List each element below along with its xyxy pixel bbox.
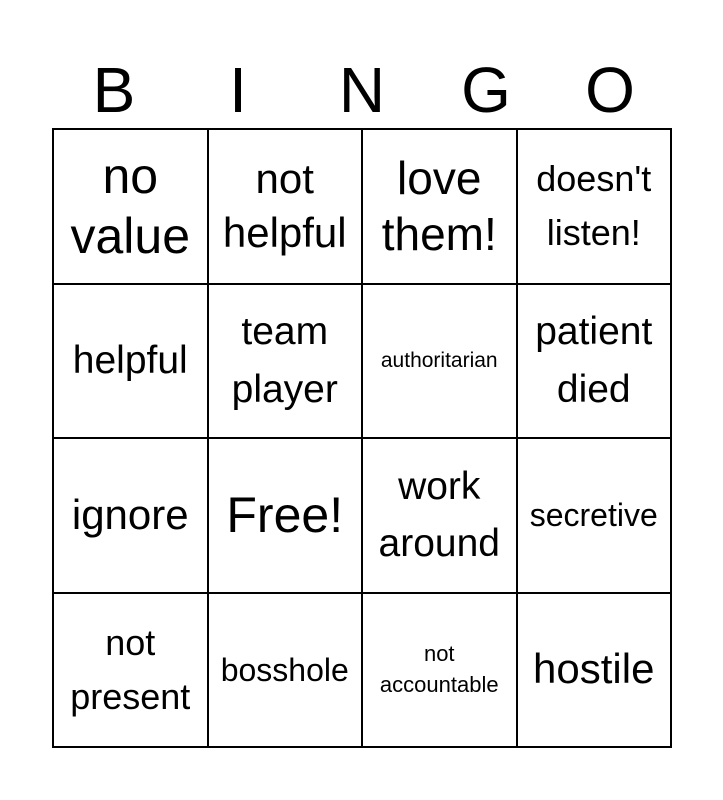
bingo-cell[interactable]	[517, 593, 672, 748]
bingo-cell[interactable]	[53, 438, 208, 593]
bingo-cell-text: secretive	[529, 497, 658, 534]
header-letter-i: I	[229, 54, 247, 126]
bingo-cell-text: hostile	[533, 645, 655, 693]
bingo-cell-text: not accountable	[379, 640, 499, 697]
bingo-cell-text: Free!	[226, 487, 344, 544]
bingo-cell[interactable]	[53, 129, 208, 284]
bingo-cell[interactable]	[53, 593, 208, 748]
header-letter-o: O	[585, 54, 635, 126]
bingo-cell[interactable]	[362, 438, 517, 593]
bingo-cell[interactable]	[208, 129, 363, 284]
bingo-cell[interactable]	[362, 593, 517, 748]
bingo-cell-text: bosshole	[220, 651, 349, 688]
bingo-cell[interactable]	[517, 284, 672, 439]
bingo-header	[52, 52, 672, 128]
bingo-cell-text: love them!	[381, 152, 497, 261]
header-letter-g: G	[461, 54, 511, 126]
bingo-cell[interactable]	[208, 284, 363, 439]
bingo-cell-text: authoritarian	[380, 349, 498, 373]
bingo-cell[interactable]	[517, 438, 672, 593]
header-letter-n: N	[338, 54, 386, 126]
bingo-cell-text: no value	[70, 148, 191, 265]
bingo-cell[interactable]	[208, 593, 363, 748]
bingo-free-space[interactable]	[208, 438, 363, 593]
bingo-cell[interactable]	[53, 284, 208, 439]
bingo-cell-text: team player	[231, 310, 338, 411]
bingo-board	[52, 128, 672, 748]
bingo-cell[interactable]	[362, 129, 517, 284]
bingo-cell-text: patient died	[535, 310, 653, 411]
bingo-cell-text: not present	[70, 621, 191, 717]
bingo-cell[interactable]	[517, 129, 672, 284]
bingo-cell-text: helpful	[72, 338, 188, 382]
bingo-cell-text: doesn't listen!	[536, 158, 652, 254]
bingo-cell-text: work around	[378, 464, 500, 566]
bingo-cell[interactable]	[362, 284, 517, 439]
bingo-cell-text: ignore	[71, 490, 189, 538]
bingo-cell-text: not helpful	[222, 154, 347, 257]
header-letter-b: B	[92, 54, 136, 126]
